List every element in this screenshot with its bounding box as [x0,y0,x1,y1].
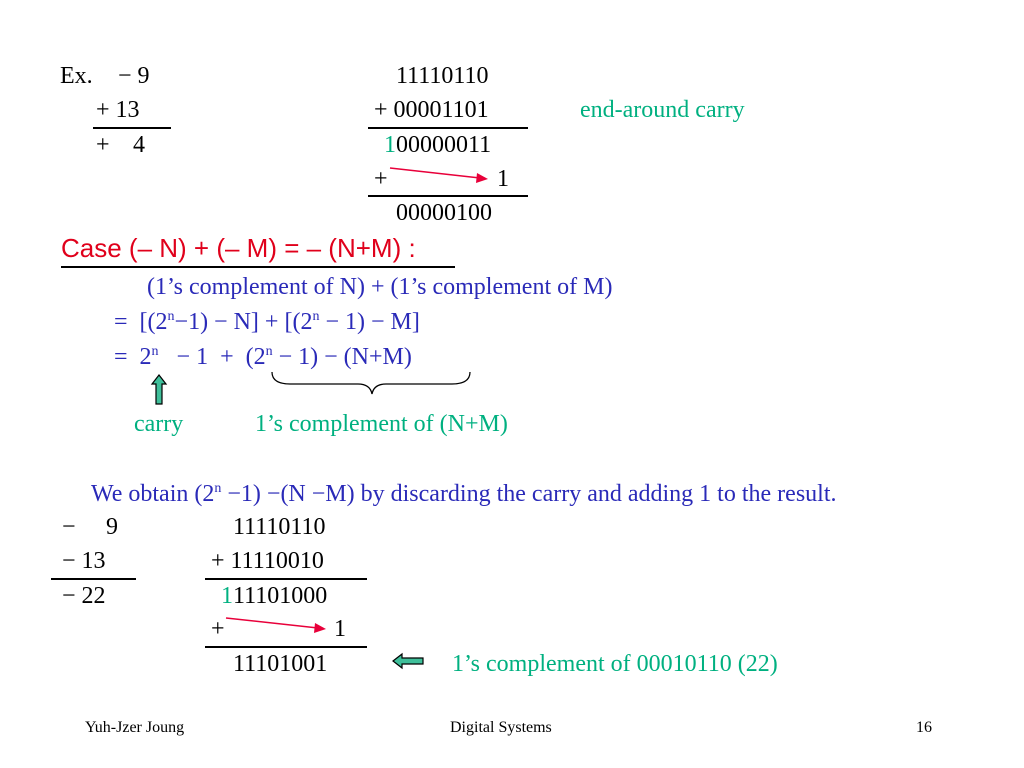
ex2-bin-row4-value: 1 [334,616,346,642]
ex1-bin-row4-value: 1 [497,166,509,192]
ex2-dec-row3: − 22 [62,583,106,609]
ex1-dec-row3-value: 4 [133,132,145,158]
ex1-bin-row2: + 00001101 [374,97,489,123]
ex2-dec-row1-sign: − [62,514,76,540]
carry-arrow-1 [390,168,488,183]
ex2-dec-row1-value: 9 [106,514,118,540]
obtain-statement: We obtain $(2^n -1) -(N -M)$ by discarding the carry and adding 1 to the result. [91,481,837,507]
carry-up-arrow-icon [152,375,166,404]
derivation-line3: = $2^n - 1 + (2^n - 1) - (N+M)$ [114,344,412,370]
ex1-bin-row1: 11110110 [396,63,489,89]
ex2-bin-row1: 11110110 [233,514,326,540]
ex-label: Ex. [60,63,93,89]
ex2-bin-row4-sign: + [211,616,225,642]
ex1-bin-result: 00000100 [396,200,492,226]
ex2-bin-row2: + 11110010 [211,548,324,574]
ex1-bin-row3-rest: 00000011 [396,132,492,158]
complement-label: 1’s complement of (N+M) [255,411,508,437]
ex2-dec-row2: − 13 [62,548,106,574]
ex2-bin-result: 11101001 [233,651,328,677]
derivation-line2: = $[(2^n-1) - N] + [(2^n - 1) - M]$ [114,309,420,335]
complement-brace [272,372,470,394]
case-heading: Case (– N) + (– M) = – (N+M) : [61,233,416,263]
carry-arrow-2 [226,618,326,633]
footer-author: Yuh-Jzer Joung [85,719,185,736]
ex2-bin-row3-carry: 1 [221,583,233,609]
ex1-bin-row3-carry: 1 [384,132,396,158]
ex2-bin-row3-rest: 11101000 [233,583,328,609]
ex1-dec-row2: + 13 [96,97,140,123]
carry-label: carry [134,411,184,437]
ex1-dec-row1: − 9 [118,63,150,89]
ex1-dec-row3-sign: + [96,132,110,158]
footer-page-number: 16 [916,719,932,736]
ex1-bin-row4-sign: + [374,166,388,192]
footer-course: Digital Systems [450,719,552,736]
result-left-arrow-icon [393,654,423,668]
derivation-line1: (1’s complement of N) + (1’s complement of M) [147,274,613,300]
end-around-carry-note: end-around carry [580,97,745,123]
ex2-result-note: 1’s complement of 00010110 (22) [452,651,778,677]
